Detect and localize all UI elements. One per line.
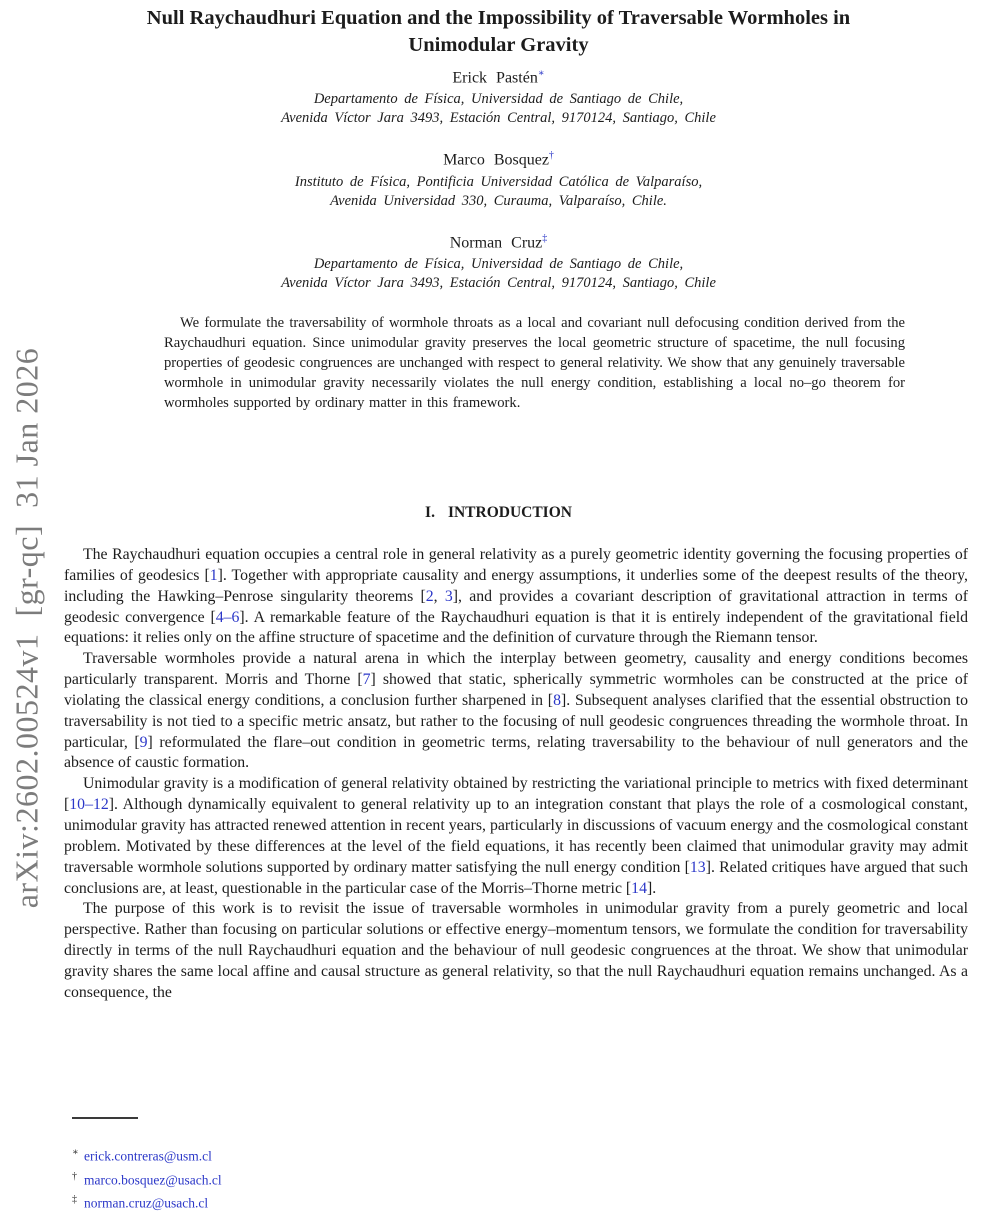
citation-link[interactable]: 13 [689,858,706,876]
author-affiliation: Avenida Víctor Jara 3493, Estación Central, 9170124, Santiago, Chile [281,274,716,291]
footnote-line [72,1143,222,1167]
author-affiliation: Departamento de Física, Universidad de Santiago de Chile, [313,91,684,108]
paper-title [48,5,949,59]
citation-link[interactable]: 3 [444,587,453,605]
citation-link[interactable]: 2 [425,587,434,605]
section-heading [0,504,997,522]
footnote-email-link[interactable]: norman.cruz@usach.cl [84,1195,209,1211]
section-number: I. [425,504,435,521]
section-title: INTRODUCTION [447,504,572,521]
author-name: Erick Pastén∗ [452,68,545,87]
author-name: Norman Cruz‡ [449,232,548,251]
citation-link[interactable]: 9 [139,733,148,751]
author-affiliation: Instituto de Física, Pontificia Universidad Católica de Valparaíso, [294,173,703,190]
footnote-line [72,1167,222,1191]
footnote-marker: † [72,1170,77,1182]
author-footnote-marker[interactable]: ‡ [542,232,548,244]
citation-link[interactable]: 1 [209,566,218,584]
author-affiliation: Avenida Víctor Jara 3493, Estación Central, 9170124, Santiago, Chile [281,110,716,127]
citation-link[interactable]: 7 [362,671,371,689]
author-block [0,150,997,210]
paragraph: The purpose of this work is to revisit the issue of traversable wormholes in unimodular gravity from a purely geometric and local perspective. Rather than focusing on particular solutions or effective energy–momentum tensors, we formulate the condition for traversability directly in terms of the null Raychaudhuri equation and the behaviour of null geodesic congruences at the throat. We show that unimodular gravity shares the same local affine and causal structure as general relativity, so that the null Raychaudhuri equation remains unchanged. As a consequence, the [64,900,968,1001]
citation-link[interactable]: 4–6 [215,608,240,626]
footnote-line [72,1190,222,1214]
footnote-rule [72,1117,138,1119]
footnote-marker: ‡ [72,1194,77,1205]
citation-link[interactable]: 8 [553,691,561,709]
footnote-email-link[interactable]: marco.bosquez@usach.cl [84,1172,222,1187]
author-name: Marco Bosquez† [443,150,554,169]
author-affiliation: Avenida Universidad 330, Curauma, Valparaíso, Chile. [330,192,667,209]
footnote-email-link[interactable]: erick.contreras@usm.cl [84,1148,212,1164]
author-affiliation: Departamento de Física, Universidad de Santiago de Chile, [313,255,684,272]
citation-link[interactable]: 10–12 [69,796,109,814]
author-list [0,68,997,315]
author-footnote-marker[interactable]: ∗ [537,68,545,79]
footnote-marker: ∗ [72,1147,79,1158]
paragraph: Unimodular gravity is a modification of general relativity obtained by restricting the variational principle to metrics with fixed determinant [10–12]. Although dynamically equivalent to general relativity up to an integration constant that plays the role of a cosmological constant, unimodular gravity has attracted renewed attention in recent years, particularly in discussions of vacuum energy and the cosmological constant problem. Motivated by these differences at the level of the field equations, it has recently been claimed that unimodular gravity may admit traversable wormhole solutions supported by ordinary matter satisfying the null energy condition [13]. Related critiques have argued that such conclusions are, at least, questionable in the particular case of the Morris–Thorne metric [14]. [64,775,968,897]
title-line: Null Raychaudhuri Equation and the Impossibility of Traversable Wormholes in [146,7,851,29]
footnotes [72,1143,222,1214]
introduction-body [64,545,968,1004]
abstract-text: We formulate the traversability of wormhole throats as a local and covariant null defocusing condition derived from the Raychaudhuri equation. Since unimodular gravity preserves the local geometric structure of spacetime, the null focusing properties of geodesic congruences are unchanged with respect to general relativity. We show that any genuinely traversable wormhole in unimodular gravity necessarily violates the null energy condition, establishing a local no–go theorem for wormholes supported by ordinary matter in this framework. [164,315,905,411]
citation-link[interactable]: 14 [631,879,647,897]
author-block [0,68,997,128]
author-footnote-marker[interactable]: † [548,150,554,162]
arxiv-watermark: arXiv:2602.00524v1 [gr-qc] 31 Jan 2026 [8,347,45,909]
paragraph: The Raychaudhuri equation occupies a central role in general relativity as a purely geometric identity governing the focusing properties of families of geodesics [1]. Together with appropriate causality and energy assumptions, it underlies some of the deepest results of the theory, including the Hawking–Penrose singularity theorems [2, 3], and provides a covariant description of gravitational attraction in terms of geodesic convergence [4–6]. A remarkable feature of the Raychaudhuri equation is that it is entirely independent of the gravitational field equations: it relies only on the affine structure of spacetime and the definition of curvature through the Riemann tensor. [64,546,969,647]
title-line: Unimodular Gravity [408,34,589,56]
author-block [0,233,997,293]
paragraph: Traversable wormholes provide a natural arena in which the interplay between geometry, causality and energy conditions becomes particularly transparent. Morris and Thorne [7] showed that static, spherically symmetric wormholes can be constructed at the price of violating the classical energy conditions, a conclusion further sharpened in [8]. Subsequent analyses clarified that the essential obstruction to traversability is not tied to a specific metric ansatz, but rather to the focusing of null geodesic congruences threading the wormhole throat. In particular, [9] reformulated the flare–out condition in geometric terms, relating traversability to the behaviour of null generators and the absence of caustic formation. [64,650,968,772]
